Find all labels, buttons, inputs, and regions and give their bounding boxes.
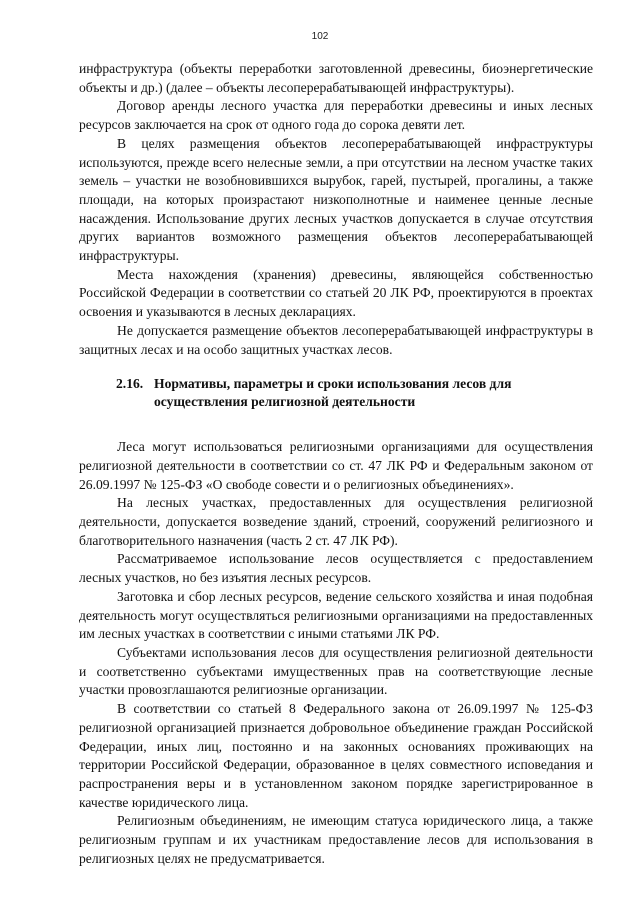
paragraph-definition: В соответствии со статьей 8 Федерального закона от 26.09.1997 № 125-ФЗ религиозной организацией признается добровольное объединение граждан Российской Федерации, иных лиц, постоянно и на законных основаниях проживающих на территории Российской Федерации, образованное в целях совместного исповедания и распространения веры и в установленном законом порядке зарегистрированное в качестве юридического лица. [79,701,593,810]
section-heading [79,375,593,411]
paragraph-lease-term: Договор аренды лесного участка для переработки древесины и иных лесных ресурсов заключается на срок от одного года до сорока девяти лет. [79,98,593,133]
paragraph-placement: В целях размещения объектов лесоперерабатывающей инфраструктуры используются, прежде всего нелесные земли, а при отсутствии на лесном участке таких земель – участки не возобновившихся вырубок, гарей, пустырей, прогалины, а также площади, на которых произрастают низкополнотные и наименее ценные лесные насаждения. Использование других лесных участков допускается в случае отсутствия других вариантов возможного размещения объектов лесоперерабатывающей инфраструктуры. [79,135,593,264]
paragraph-timber-storage: Места нахождения (хранения) древесины, являющейся собственностью Российской Федерации в соответствии со статьей 20 ЛК РФ, проектируются в проектах освоения и указываются в лесных декларациях. [79,266,593,320]
section-title-line2: осуществления религиозной деятельности [154,394,416,410]
section-number: 2.16. [116,376,144,392]
paragraph-buildings: На лесных участках, предоставленных для осуществления религиозной деятельности, допускается возведение зданий, строений, сооружений религиозного и благотворительного назначения (часть 2 ст. 47 ЛК РФ). [79,495,593,548]
document-body [79,60,593,868]
paragraph-continuation: инфраструктура (объекты переработки заготовленной древесины, биоэнергетические объекты и др.) (далее – объекты лесоперерабатывающей инфраструктуры). [79,61,593,95]
paragraph-religious-use: Леса могут использоваться религиозными организациями для осуществления религиозной деятельности в соответствии со ст. 47 ЛК РФ и Федеральным законом от 26.09.1997 № 125-ФЗ «О свободе совести и о религиозных объединениях». [79,439,593,492]
paragraph-no-extraction: Рассматриваемое использование лесов осуществляется с предоставлением лесных участков, но без изъятия лесных ресурсов. [79,551,593,586]
paragraph-prohibition: Не допускается размещение объектов лесоперерабатывающей инфраструктуры в защитных лесах и на особо защитных участках лесов. [79,322,593,357]
paragraph-non-legal-entities: Религиозным объединениям, не имеющим статуса юридического лица, а также религиозным группам и их участникам предоставление лесов для использования в религиозных целях не предусматривается. [79,813,593,866]
page-number: 102 [311,31,329,42]
paragraph-harvesting: Заготовка и сбор лесных ресурсов, ведение сельского хозяйства и иная подобная деятельность могут осуществляться религиозными организациями на предоставленных им лесных участках в соответствии с иными статьями ЛК РФ. [79,588,593,642]
section-title-line1: Нормативы, параметры и сроки использования лесов для [154,376,512,392]
paragraph-subjects: Субъектами использования лесов для осуществления религиозной деятельности и соответственно субъектами имущественных прав на соответствующие лесные участки провозглашаются религиозные организации. [79,644,593,698]
